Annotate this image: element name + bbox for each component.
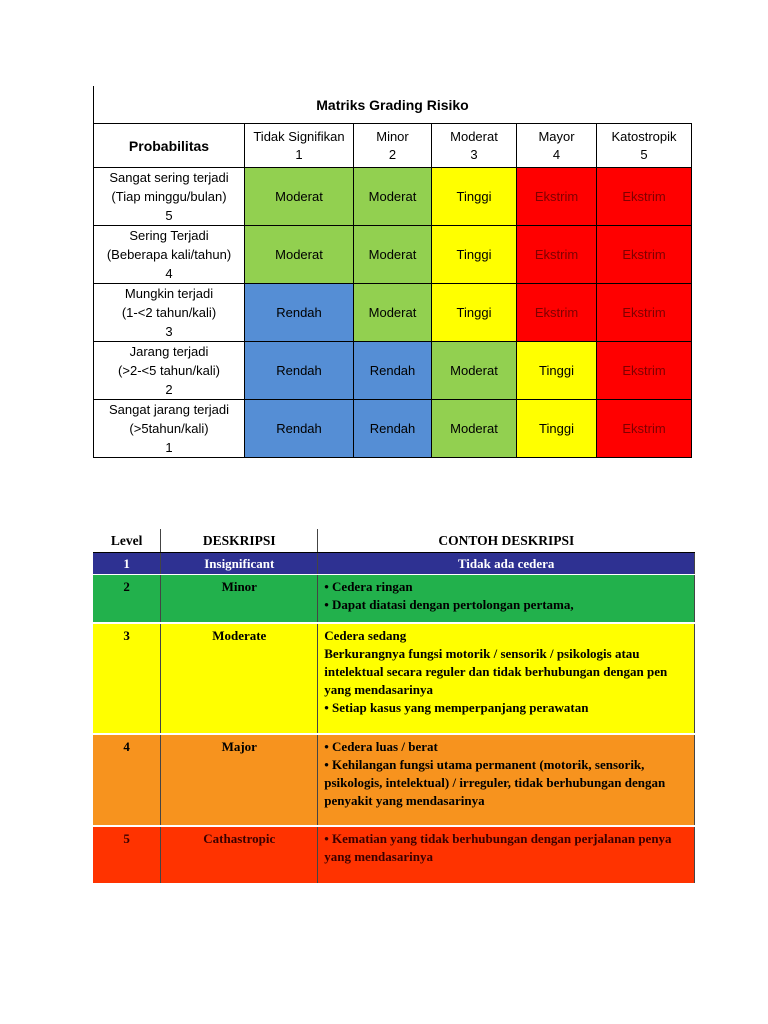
impact-name: Mayor — [538, 128, 575, 144]
probability-line1: Sering Terjadi — [129, 228, 209, 243]
probability-label — [94, 400, 245, 458]
matrix-row — [94, 400, 692, 458]
risk-cell: Tinggi — [432, 284, 517, 342]
probability-line2: (1-<2 tahun/kali) — [121, 305, 217, 320]
risk-cell: Moderat — [245, 226, 354, 284]
impact-num: 1 — [295, 146, 303, 162]
example-line: • Kematian yang tidak berhubungan dengan perjalanan penya — [324, 831, 672, 846]
level-description: Cathastropic — [161, 826, 318, 883]
probability-label — [94, 342, 245, 400]
matrix-row — [94, 284, 692, 342]
probability-num: 3 — [165, 324, 173, 339]
level-row — [93, 553, 695, 575]
risk-cell: Ekstrim — [517, 168, 597, 226]
risk-cell: Ekstrim — [597, 226, 692, 284]
severity-levels — [93, 529, 695, 883]
probability-num: 1 — [165, 440, 173, 455]
risk-cell: Rendah — [354, 342, 432, 400]
impact-name: Tidak Signifikan — [253, 128, 345, 144]
example-line: • Cedera ringan — [324, 579, 413, 594]
impact-name: Minor — [376, 128, 409, 144]
risk-cell: Ekstrim — [597, 400, 692, 458]
impact-num: 3 — [470, 146, 478, 162]
impact-header — [517, 124, 597, 168]
probability-line2: (Tiap minggu/bulan) — [111, 189, 227, 204]
risk-cell: Rendah — [245, 400, 354, 458]
probability-line1: Sangat sering terjadi — [109, 170, 229, 185]
probability-label — [94, 284, 245, 342]
level-example — [318, 826, 695, 883]
risk-cell: Moderat — [432, 342, 517, 400]
example-line: Cedera sedang — [324, 628, 407, 643]
matrix-row — [94, 168, 692, 226]
level-description: Insignificant — [161, 553, 318, 575]
probability-num: 5 — [165, 208, 173, 223]
probability-line1: Jarang terjadi — [129, 344, 209, 359]
risk-cell: Moderat — [354, 284, 432, 342]
example-line: • Kehilangan fungsi utama permanent (motorik, sensorik, — [324, 757, 645, 772]
impact-name: Katostropik — [611, 128, 677, 144]
probability-line1: Sangat jarang terjadi — [109, 402, 229, 417]
probability-label — [94, 226, 245, 284]
levels-table — [93, 529, 695, 883]
matrix-row — [94, 342, 692, 400]
level-row — [93, 575, 695, 624]
example-line: Berkurangnya fungsi motorik / sensorik / psikologis atau — [324, 646, 640, 661]
impact-header — [597, 124, 692, 168]
impact-num: 5 — [640, 146, 648, 162]
level-row — [93, 623, 695, 734]
impact-num: 2 — [388, 146, 397, 162]
risk-cell: Rendah — [245, 284, 354, 342]
impact-header — [432, 124, 517, 168]
example-line: yang mendasarinya — [324, 849, 433, 864]
risk-cell: Ekstrim — [597, 284, 692, 342]
impact-num: 4 — [552, 146, 561, 162]
example-line: • Dapat diatasi dengan pertolongan pertama, — [324, 597, 574, 612]
level-row — [93, 826, 695, 883]
level-description: Minor — [161, 575, 318, 624]
level-number: 5 — [93, 826, 161, 883]
level-number: 3 — [93, 623, 161, 734]
matrix-title: Matriks Grading Risiko — [316, 96, 469, 113]
level-number: 1 — [93, 553, 161, 575]
example-line: • Setiap kasus yang memperpanjang perawatan — [324, 700, 589, 715]
risk-cell: Ekstrim — [597, 342, 692, 400]
level-description: Moderate — [161, 623, 318, 734]
risk-cell: Tinggi — [432, 168, 517, 226]
risk-cell: Moderat — [354, 226, 432, 284]
risk-cell: Moderat — [354, 168, 432, 226]
desc-header: DESKRIPSI — [161, 529, 318, 553]
impact-name: Moderat — [450, 128, 498, 144]
probability-line1: Mungkin terjadi — [124, 286, 214, 301]
level-description: Major — [161, 734, 318, 826]
example-line: penyakit yang mendasarinya — [324, 793, 485, 808]
level-header: Level — [93, 529, 161, 553]
example-header: CONTOH DESKRIPSI — [318, 529, 695, 553]
probability-num: 4 — [165, 266, 173, 281]
risk-cell: Tinggi — [517, 400, 597, 458]
probabilitas-header: Probabilitas — [94, 124, 245, 168]
probability-line2: (>5tahun/kali) — [129, 421, 209, 436]
risk-cell: Ekstrim — [517, 284, 597, 342]
risk-cell: Ekstrim — [597, 168, 692, 226]
example-line: yang mendasarinya — [324, 682, 433, 697]
probability-line2: (Beberapa kali/tahun) — [106, 247, 232, 262]
matrix-table — [93, 123, 692, 458]
probability-label — [94, 168, 245, 226]
risk-cell: Rendah — [245, 342, 354, 400]
risk-cell: Tinggi — [432, 226, 517, 284]
probability-line2: (>2-<5 tahun/kali) — [118, 363, 220, 378]
example-line: psikologis, intelektual) / irreguler, tidak berhubungan dengan — [324, 775, 666, 790]
matrix-header-row — [94, 124, 692, 168]
risk-cell: Ekstrim — [517, 226, 597, 284]
risk-cell: Moderat — [432, 400, 517, 458]
example-line: Tidak ada cedera — [457, 555, 555, 571]
level-row — [93, 734, 695, 826]
level-example — [318, 553, 695, 575]
level-number: 4 — [93, 734, 161, 826]
risk-cell: Tinggi — [517, 342, 597, 400]
levels-header-row — [93, 529, 695, 553]
level-example — [318, 575, 695, 624]
level-example — [318, 734, 695, 826]
risk-cell: Moderat — [245, 168, 354, 226]
matrix-row — [94, 226, 692, 284]
impact-header — [245, 124, 354, 168]
probability-num: 2 — [165, 382, 173, 397]
risk-matrix — [93, 86, 692, 454]
example-line: intelektual secara reguler dan tidak berhubungan dengan pen — [324, 664, 668, 679]
impact-header — [354, 124, 432, 168]
risk-cell: Rendah — [354, 400, 432, 458]
level-number: 2 — [93, 575, 161, 624]
example-line: • Cedera luas / berat — [324, 739, 438, 754]
level-example — [318, 623, 695, 734]
